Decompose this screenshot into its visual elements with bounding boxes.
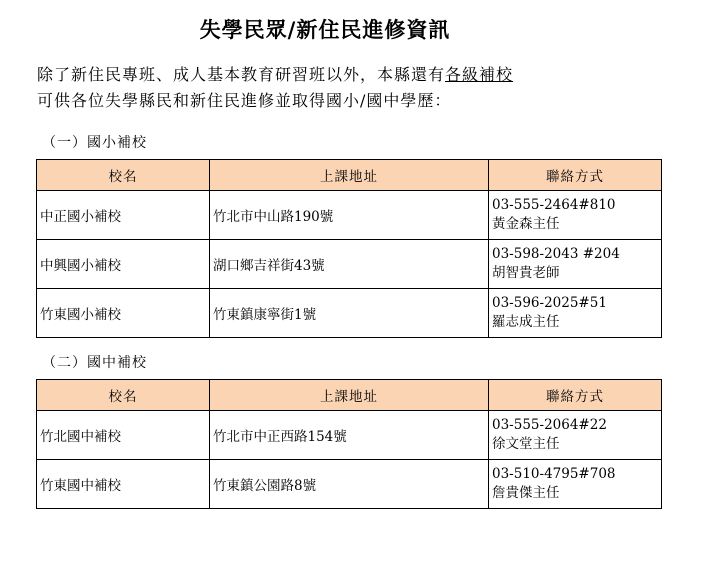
school-address: 竹東鎮康寧街1號: [210, 289, 489, 338]
table-row: [37, 191, 662, 240]
table-row: [37, 289, 662, 338]
header-address: 上課地址: [210, 380, 489, 411]
school-contact: [489, 289, 662, 338]
school-address: 竹東鎮公園路8號: [210, 460, 489, 509]
table-header-row: [37, 160, 662, 191]
header-school-name: 校名: [37, 160, 210, 191]
table-row: [37, 411, 662, 460]
contact-person: 胡智貴老師: [492, 265, 560, 281]
contact-person: 詹貴傑主任: [492, 485, 560, 501]
contact-person: 羅志成主任: [492, 314, 560, 330]
school-contact: [489, 240, 662, 289]
school-name: 竹東國中補校: [37, 460, 210, 509]
school-contact: [489, 191, 662, 240]
table-row: [37, 460, 662, 509]
school-address: 湖口鄉吉祥街43號: [210, 240, 489, 289]
contact-phone: 03-555-2464#810: [492, 197, 616, 213]
intro-line-2: 可供各位失學縣民和新住民進修並取得國小/國中學歷：: [37, 91, 452, 110]
school-contact: [489, 460, 662, 509]
school-address: 竹北市中山路190號: [210, 191, 489, 240]
contact-person: 徐文堂主任: [492, 436, 560, 452]
elementary-table: [36, 159, 662, 338]
contact-phone: 03-510-4795#708: [492, 466, 616, 482]
contact-phone: 03-555-2064#22: [492, 417, 607, 433]
school-name: 竹東國小補校: [37, 289, 210, 338]
section-heading-elementary: （一）國小補校: [42, 135, 147, 151]
header-contact: 聯絡方式: [489, 380, 662, 411]
intro-line-1: [37, 62, 687, 88]
header-school-name: 校名: [37, 380, 210, 411]
intro-line-1-text: 除了新住民專班、成人基本教育研習班以外，本縣還有: [37, 65, 446, 84]
table-row: [37, 240, 662, 289]
intro-paragraph: [37, 62, 687, 114]
section-heading-junior-high: （二）國中補校: [42, 355, 147, 371]
contact-phone: 03-596-2025#51: [492, 295, 607, 311]
school-address: 竹北市中正西路154號: [210, 411, 489, 460]
header-address: 上課地址: [210, 160, 489, 191]
intro-underlined-text: 各級補校: [445, 65, 514, 84]
school-name: 中正國小補校: [37, 191, 210, 240]
school-contact: [489, 411, 662, 460]
school-name: 中興國小補校: [37, 240, 210, 289]
table-header-row: [37, 380, 662, 411]
page-title: 失學民眾/新住民進修資訊: [199, 17, 451, 42]
header-contact: 聯絡方式: [489, 160, 662, 191]
junior-high-table: [36, 379, 662, 509]
contact-person: 黃金森主任: [492, 216, 560, 232]
school-name: 竹北國中補校: [37, 411, 210, 460]
contact-phone: 03-598-2043 #204: [492, 246, 620, 262]
